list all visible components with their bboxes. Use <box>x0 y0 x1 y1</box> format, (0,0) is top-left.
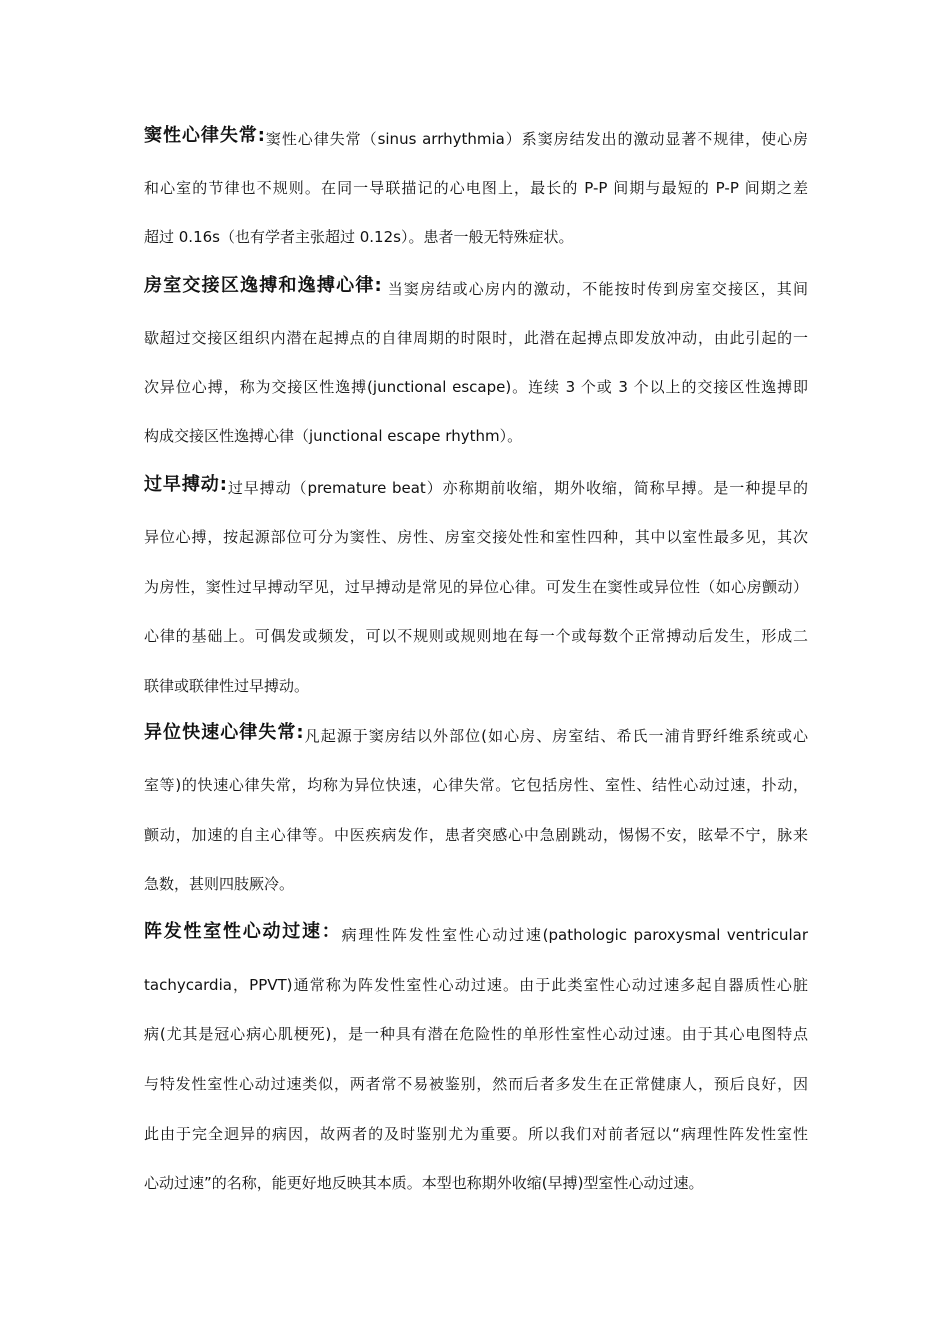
paragraph-line: 心动过速”的名称，能更好地反映其本质。本型也称期外收缩(早搏)型室性心动过速。 <box>144 1174 704 1192</box>
paragraph-line: 歇超过交接区组织内潜在起搏点的自律周期的时限时，此潜在起搏点即发放冲动，由此引起的一 <box>144 329 808 347</box>
paragraph-line: 与特发性室性心动过速类似，两者常不易被鉴别，然而后者多发生在正常健康人，预后良好，因 <box>144 1075 808 1093</box>
paragraph-line: 为房性，窦性过早搏动罕见，过早搏动是常见的异位心律。可发生在窦性或异位性（如心房颤动） <box>144 578 808 596</box>
paragraph-line: 心律的基础上。可偶发或频发，可以不规则或规则地在每一个或每数个正常搏动后发生，形成二 <box>144 627 808 645</box>
paragraph-line <box>144 473 808 503</box>
section-term: 窦性心律失常: <box>144 125 265 146</box>
line-text: 病理性阵发性室性心动过速(pathologic paroxysmal ventricular <box>341 926 808 944</box>
paragraph-line: 联律或联律性过早搏动。 <box>144 677 310 695</box>
section-term: 过早搏动: <box>144 474 227 495</box>
paragraph-line: 急数，甚则四肢厥冷。 <box>144 875 295 893</box>
section-term: 房室交接区逸搏和逸搏心律: <box>144 275 382 296</box>
paragraph-line: tachycardia，PPVT)通常称为阵发性室性心动过速。由于此类室性心动过速多起自器质性心脏 <box>144 976 808 994</box>
paragraph-line <box>144 721 808 751</box>
paragraph-line: 次异位心搏，称为交接区性逸搏(junctional escape)。连续 3 个或 3 个以上的交接区性逸搏即 <box>144 378 808 396</box>
paragraph-line <box>144 920 808 950</box>
paragraph-line: 构成交接区性逸搏心律（junctional escape rhythm）。 <box>144 427 523 445</box>
line-text: 凡起源于窦房结以外部位(如心房、房室结、希氏一浦肯野纤维系统或心 <box>303 727 808 745</box>
paragraph-line: 异位心搏，按起源部位可分为窦性、房性、房室交接处性和室性四种，其中以室性最多见，其次 <box>144 528 808 546</box>
paragraph-line <box>144 274 808 304</box>
line-text: 当窦房结或心房内的激动，不能按时传到房室交接区，其间 <box>381 280 808 298</box>
paragraph-line: 室等)的快速心律失常，均称为异位快速，心律失常。它包括房性、室性、结性心动过速，扑动， <box>144 776 808 794</box>
section-term: 异位快速心律失常: <box>144 722 304 743</box>
section-term: 阵发性室性心动过速： <box>144 921 342 942</box>
paragraph-line: 病(尤其是冠心病心肌梗死)，是一种具有潜在危险性的单形性室性心动过速。由于其心电图特点 <box>144 1025 808 1043</box>
paragraph-line <box>144 124 808 154</box>
line-text: 过早搏动（premature beat）亦称期前收缩，期外收缩，简称早搏。是一种提早的 <box>226 479 808 497</box>
paragraph-line: 此由于完全迥异的病因，故两者的及时鉴别尤为重要。所以我们对前者冠以“病理性阵发性室性 <box>144 1125 808 1143</box>
paragraph-line: 超过 0.16s（也有学者主张超过 0.12s）。患者一般无特殊症状。 <box>144 228 574 246</box>
paragraph-line: 颤动，加速的自主心律等。中医疾病发作，患者突感心中急剧跳动，惕惕不安，眩晕不宁，脉来 <box>144 826 808 844</box>
line-text: 窦性心律失常（sinus arrhythmia）系窦房结发出的激动显著不规律，使心房 <box>264 130 809 148</box>
paragraph-line: 和心室的节律也不规则。在同一导联描记的心电图上，最长的 P-P 间期与最短的 P-P 间期之差 <box>144 179 808 197</box>
